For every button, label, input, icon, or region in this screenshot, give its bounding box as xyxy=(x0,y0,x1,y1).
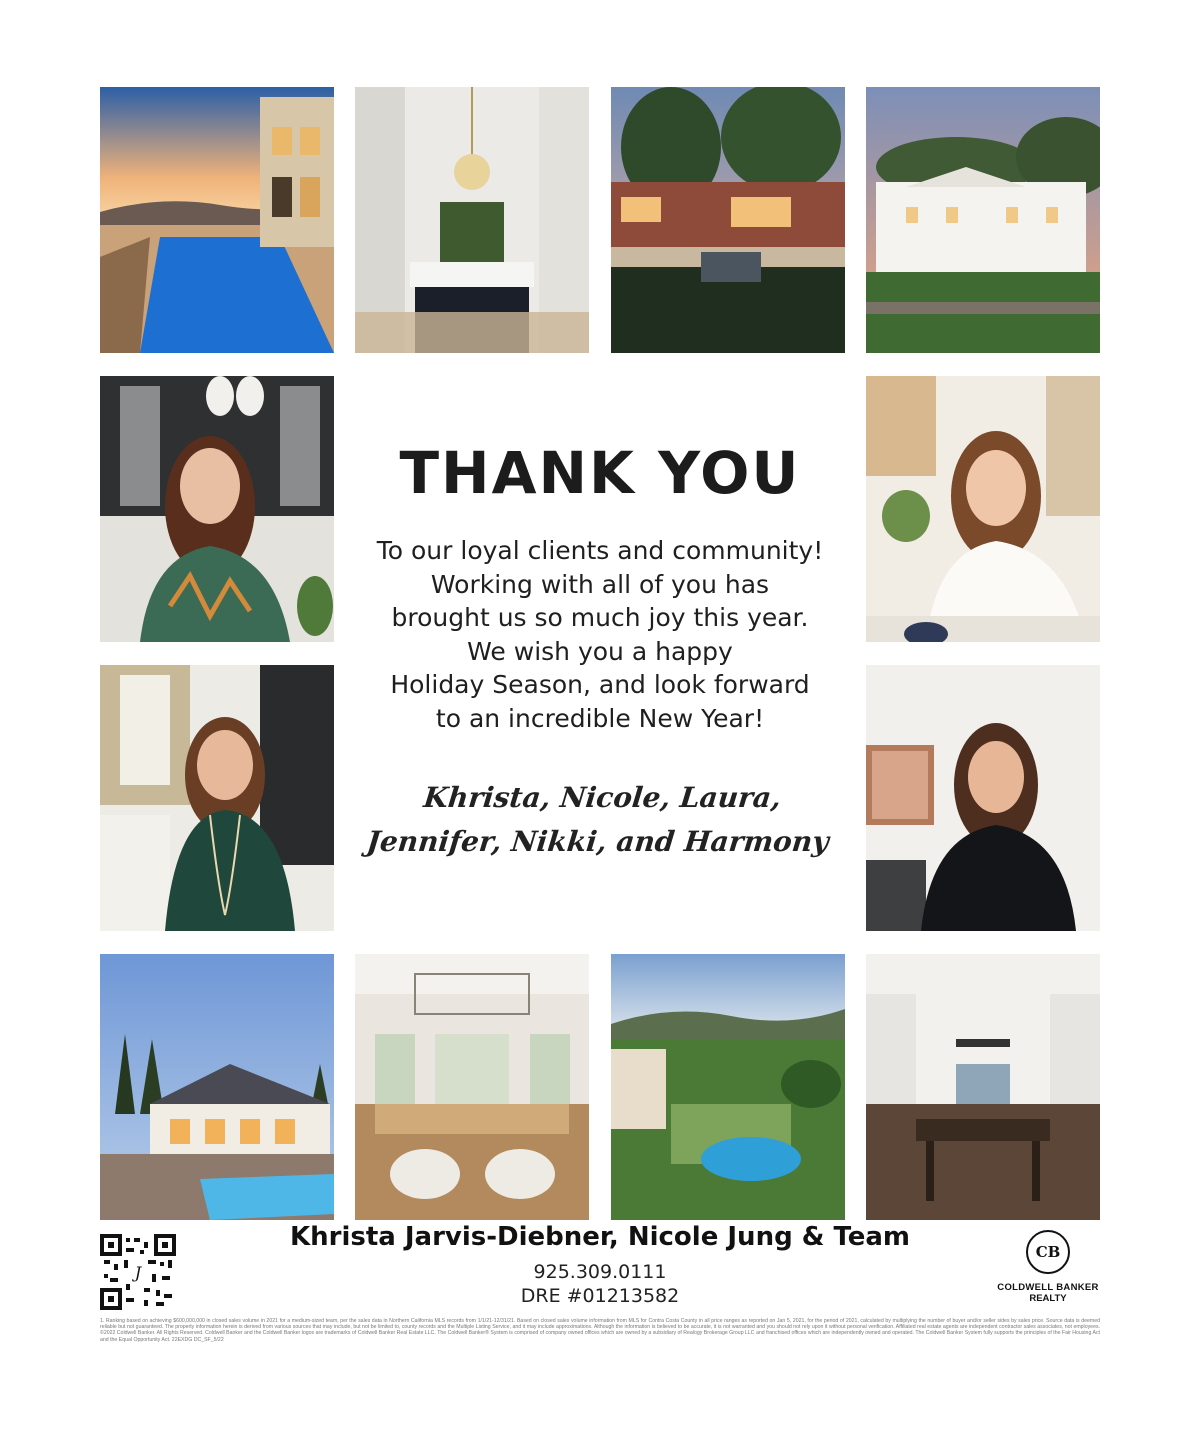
kitchen-photo xyxy=(355,87,589,353)
logo-sub: REALTY xyxy=(1029,1293,1067,1304)
message-line: We wish you a happy xyxy=(467,636,733,666)
thank-you-message-block xyxy=(355,376,845,932)
team-name: Khrista Jarvis-Diebner, Nicole Jung & Team xyxy=(289,1222,911,1252)
agent-portrait-1 xyxy=(100,376,334,642)
legal-disclaimer: 1. Ranking based on achieving $600,000,000 in closed sales volume in 2021 for a medium-sized team, per the sales data in Northern California MLS records from 1/1/21-12/31/21. Based on closed sales volume information from MLS for Contra Costa County in all price ranges as reported on Jan 5, 2021, for the period of 2021, calculated by multiplying the number of buyer and/or seller sides by sales price. Source data is deemed reliable but not guaranteed. The property information herein is derived from various sources that may include, but not be limited to, county records and the Multiple Listing Service, and it may include approximations. Although the information is believed to be accurate, it is not warranted and you should not rely upon it without personal verification. Affiliated real estate agents are independent contractor sales associates, not employees. ©2022 Coldwell Banker. All Rights Reserved. Coldwell Banker and the Coldwell Banker logos are trademarks of Coldwell Banker Real Estate LLC. The Coldwell Banker® System is comprised of company owned offices which are owned by a subsidiary of Realogy Brokerage Group LLC and franchised offices which are independently owned and operated. The Coldwell Banker System fully supports the principles of the Fair Housing Act and the Equal Opportunity Act. 22EXDG DC_SF_5/22 xyxy=(100,1318,1100,1343)
dre-license: DRE #01213582 xyxy=(520,1285,680,1307)
signature-line: Jennifer, Nikki, and Harmony xyxy=(365,825,831,858)
signature-line: Khrista, Nicole, Laura, xyxy=(422,781,783,814)
svg-text:J: J xyxy=(134,1263,142,1282)
message-line: Holiday Season, and look forward xyxy=(390,670,810,699)
agent-portrait-4 xyxy=(866,665,1100,931)
evening-house-pool-photo xyxy=(100,954,334,1220)
logo-name: COLDWELL BANKER xyxy=(997,1282,1099,1293)
agent-portrait-2 xyxy=(866,376,1100,642)
phone-number[interactable]: 925.309.0111 xyxy=(533,1261,667,1283)
message-line: Working with all of you has xyxy=(430,569,770,599)
signature xyxy=(350,776,849,864)
aerial-pool-photo xyxy=(611,954,845,1220)
message-line: brought us so much joy this year. xyxy=(391,603,809,632)
headline: THANK YOU xyxy=(399,439,801,507)
kitchen-dining-photo xyxy=(866,954,1100,1220)
courtyard-pond-photo xyxy=(611,87,845,353)
dining-room-photo xyxy=(355,954,589,1220)
logo-monogram: CB xyxy=(1026,1230,1070,1274)
qr-code[interactable] xyxy=(100,1234,176,1310)
pool-terrace-photo xyxy=(100,87,334,353)
agent-portrait-3 xyxy=(100,665,334,931)
white-estate-photo xyxy=(866,87,1100,353)
message-line: To our loyal clients and community! xyxy=(376,536,824,565)
coldwell-banker-logo xyxy=(992,1230,1104,1306)
message xyxy=(355,534,845,735)
message-line: to an incredible New Year! xyxy=(435,703,765,733)
